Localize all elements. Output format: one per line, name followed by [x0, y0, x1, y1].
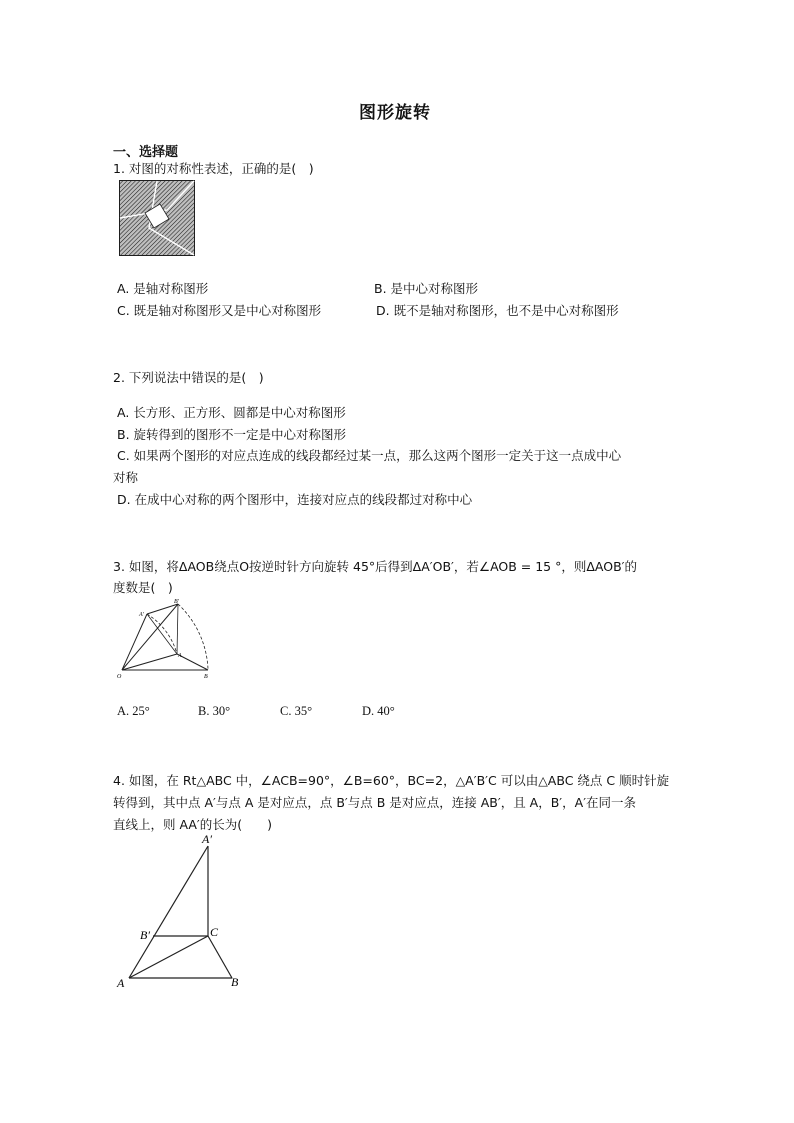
- q4-stem-line3: 直线上，则 AA′的长为( ): [113, 817, 273, 832]
- q2-stem: 2. 下列说法中错误的是( ): [113, 370, 264, 385]
- q4-stem-line1: 4. 如图，在 Rt△ABC 中，∠ACB=90°，∠B=60°，BC=2，△A′B′C 可以由△ABC 绕点 C 顺时针旋: [113, 773, 670, 788]
- q3-figure: [112, 596, 218, 680]
- q2-option-a: A. 长方形、正方形、圆都是中心对称图形: [117, 405, 346, 420]
- q3-label-a: A: [178, 653, 182, 659]
- q1-option-b: B. 是中心对称图形: [374, 281, 479, 296]
- section-heading: 一、选择题: [113, 145, 179, 160]
- q3-option-a: A. 25°: [117, 704, 150, 718]
- q4-label-c: C: [210, 925, 219, 939]
- q2-option-c-line1: C. 如果两个图形的对应点连成的线段都经过某一点，那么这两个图形一定关于这一点成中心: [117, 448, 622, 463]
- q3-stem-line1: 3. 如图，将ΔAOB绕点O按逆时针方向旋转 45°后得到ΔA′OB′，若∠AOB = 15 °，则ΔAOB′的: [113, 559, 637, 574]
- q3-option-d: D. 40°: [362, 704, 395, 718]
- q1-figure: [119, 180, 195, 256]
- q4-label-a: A: [117, 976, 125, 990]
- q3-label-b: B: [204, 674, 208, 680]
- q2-option-b: B. 旋转得到的图形不一定是中心对称图形: [117, 427, 347, 442]
- q4-label-b: B: [231, 975, 239, 989]
- q1-option-d: D. 既不是轴对称图形，也不是中心对称图形: [376, 303, 619, 318]
- q2-option-c-line2: 对称: [113, 470, 139, 485]
- q4-label-b2: B′: [140, 928, 150, 942]
- q3-option-c: C. 35°: [280, 704, 313, 718]
- q4-figure: [112, 830, 252, 994]
- q3-label-a2: A′: [139, 612, 144, 618]
- q3-label-b2: B′: [174, 599, 179, 605]
- q2-option-d: D. 在成中心对称的两个图形中，连接对应点的线段都过对称中心: [117, 492, 473, 507]
- q3-stem-line2: 度数是( ): [113, 580, 173, 595]
- q1-option-a: A. 是轴对称图形: [117, 281, 209, 296]
- q1-stem: 1. 对图的对称性表述，正确的是( ): [113, 161, 314, 176]
- q4-label-a2: A′: [202, 832, 212, 846]
- q3-label-o: O: [117, 674, 122, 680]
- q1-option-c: C. 既是轴对称图形又是中心对称图形: [117, 303, 322, 318]
- q3-option-b: B. 30°: [198, 704, 231, 718]
- page-title: 图形旋转: [359, 103, 431, 123]
- q4-stem-line2: 转得到，其中点 A′与点 A 是对应点，点 B′与点 B 是对应点，连接 AB′，且 A，B′，A′在同一条: [113, 795, 637, 810]
